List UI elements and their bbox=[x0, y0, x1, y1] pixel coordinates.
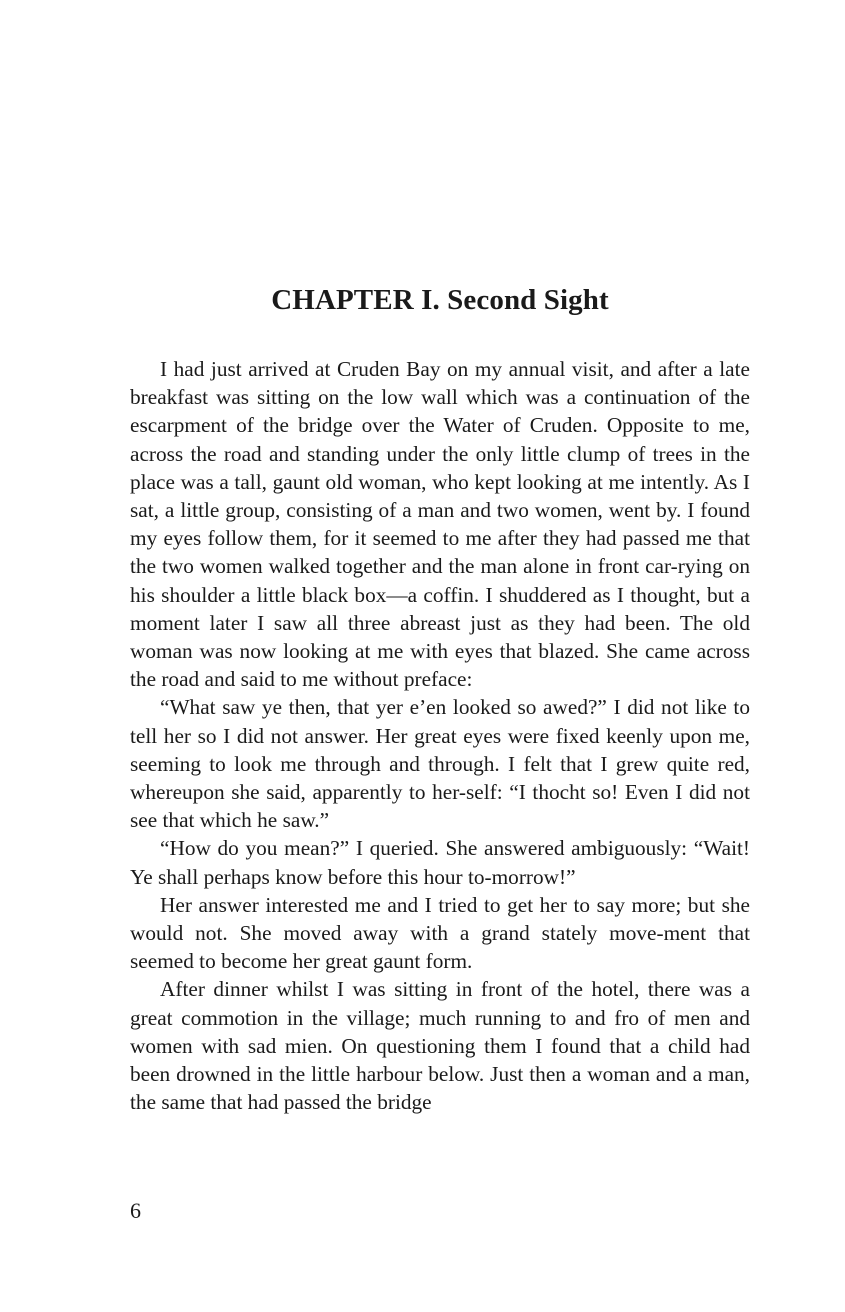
page-number: 6 bbox=[130, 1198, 141, 1223]
paragraph-4: Her answer interested me and I tried to get her to say more; but she would not. She moved away with a grand stately move-ment that seemed to become her great gaunt form. bbox=[130, 892, 750, 974]
paragraph-1: I had just arrived at Cruden Bay on my annual visit, and after a late breakfast was sitting on the low wall which was a continuation of the escarpment of the bridge over the Water of Cruden. Opposite to me, across the road and standing under the only little clump of trees in the place was a tall, gaunt old woman, who kept looking at me intently. As I sat, a little group, consisting of a man and two women, went by. I found my eyes follow them, for it seemed to me after they had passed me that the two women walked together and the man alone in front car-rying on his shoulder a little black box—a coffin. I shuddered as I thought, but a moment later I saw all three abreast just as they had been. The old woman was now looking at me with eyes that blazed. She came across the road and said to me without preface: bbox=[130, 357, 750, 692]
paragraph-5: After dinner whilst I was sitting in front of the hotel, there was a great commotion in the village; much running to and fro of men and women with sad mien. On questioning them I found that a child had been drowned in the little harbour below. Just then a woman and a man, the same that had passed the bridge bbox=[130, 977, 750, 1115]
chapter-body bbox=[130, 355, 750, 1116]
chapter-title: CHAPTER I. Second Sight bbox=[271, 284, 609, 316]
paragraph-3: “How do you mean?” I queried. She answered ambiguously: “Wait! Ye shall perhaps know before this hour to-morrow!” bbox=[130, 836, 750, 889]
paragraph-2: “What saw ye then, that yer e’en looked so awed?” I did not like to tell her so I did not answer. Her great eyes were fixed keenly upon me, seeming to look me through and through. I felt that I grew quite red, whereupon she said, apparently to her-self: “I thocht so! Even I did not see that which he saw.” bbox=[130, 695, 750, 833]
